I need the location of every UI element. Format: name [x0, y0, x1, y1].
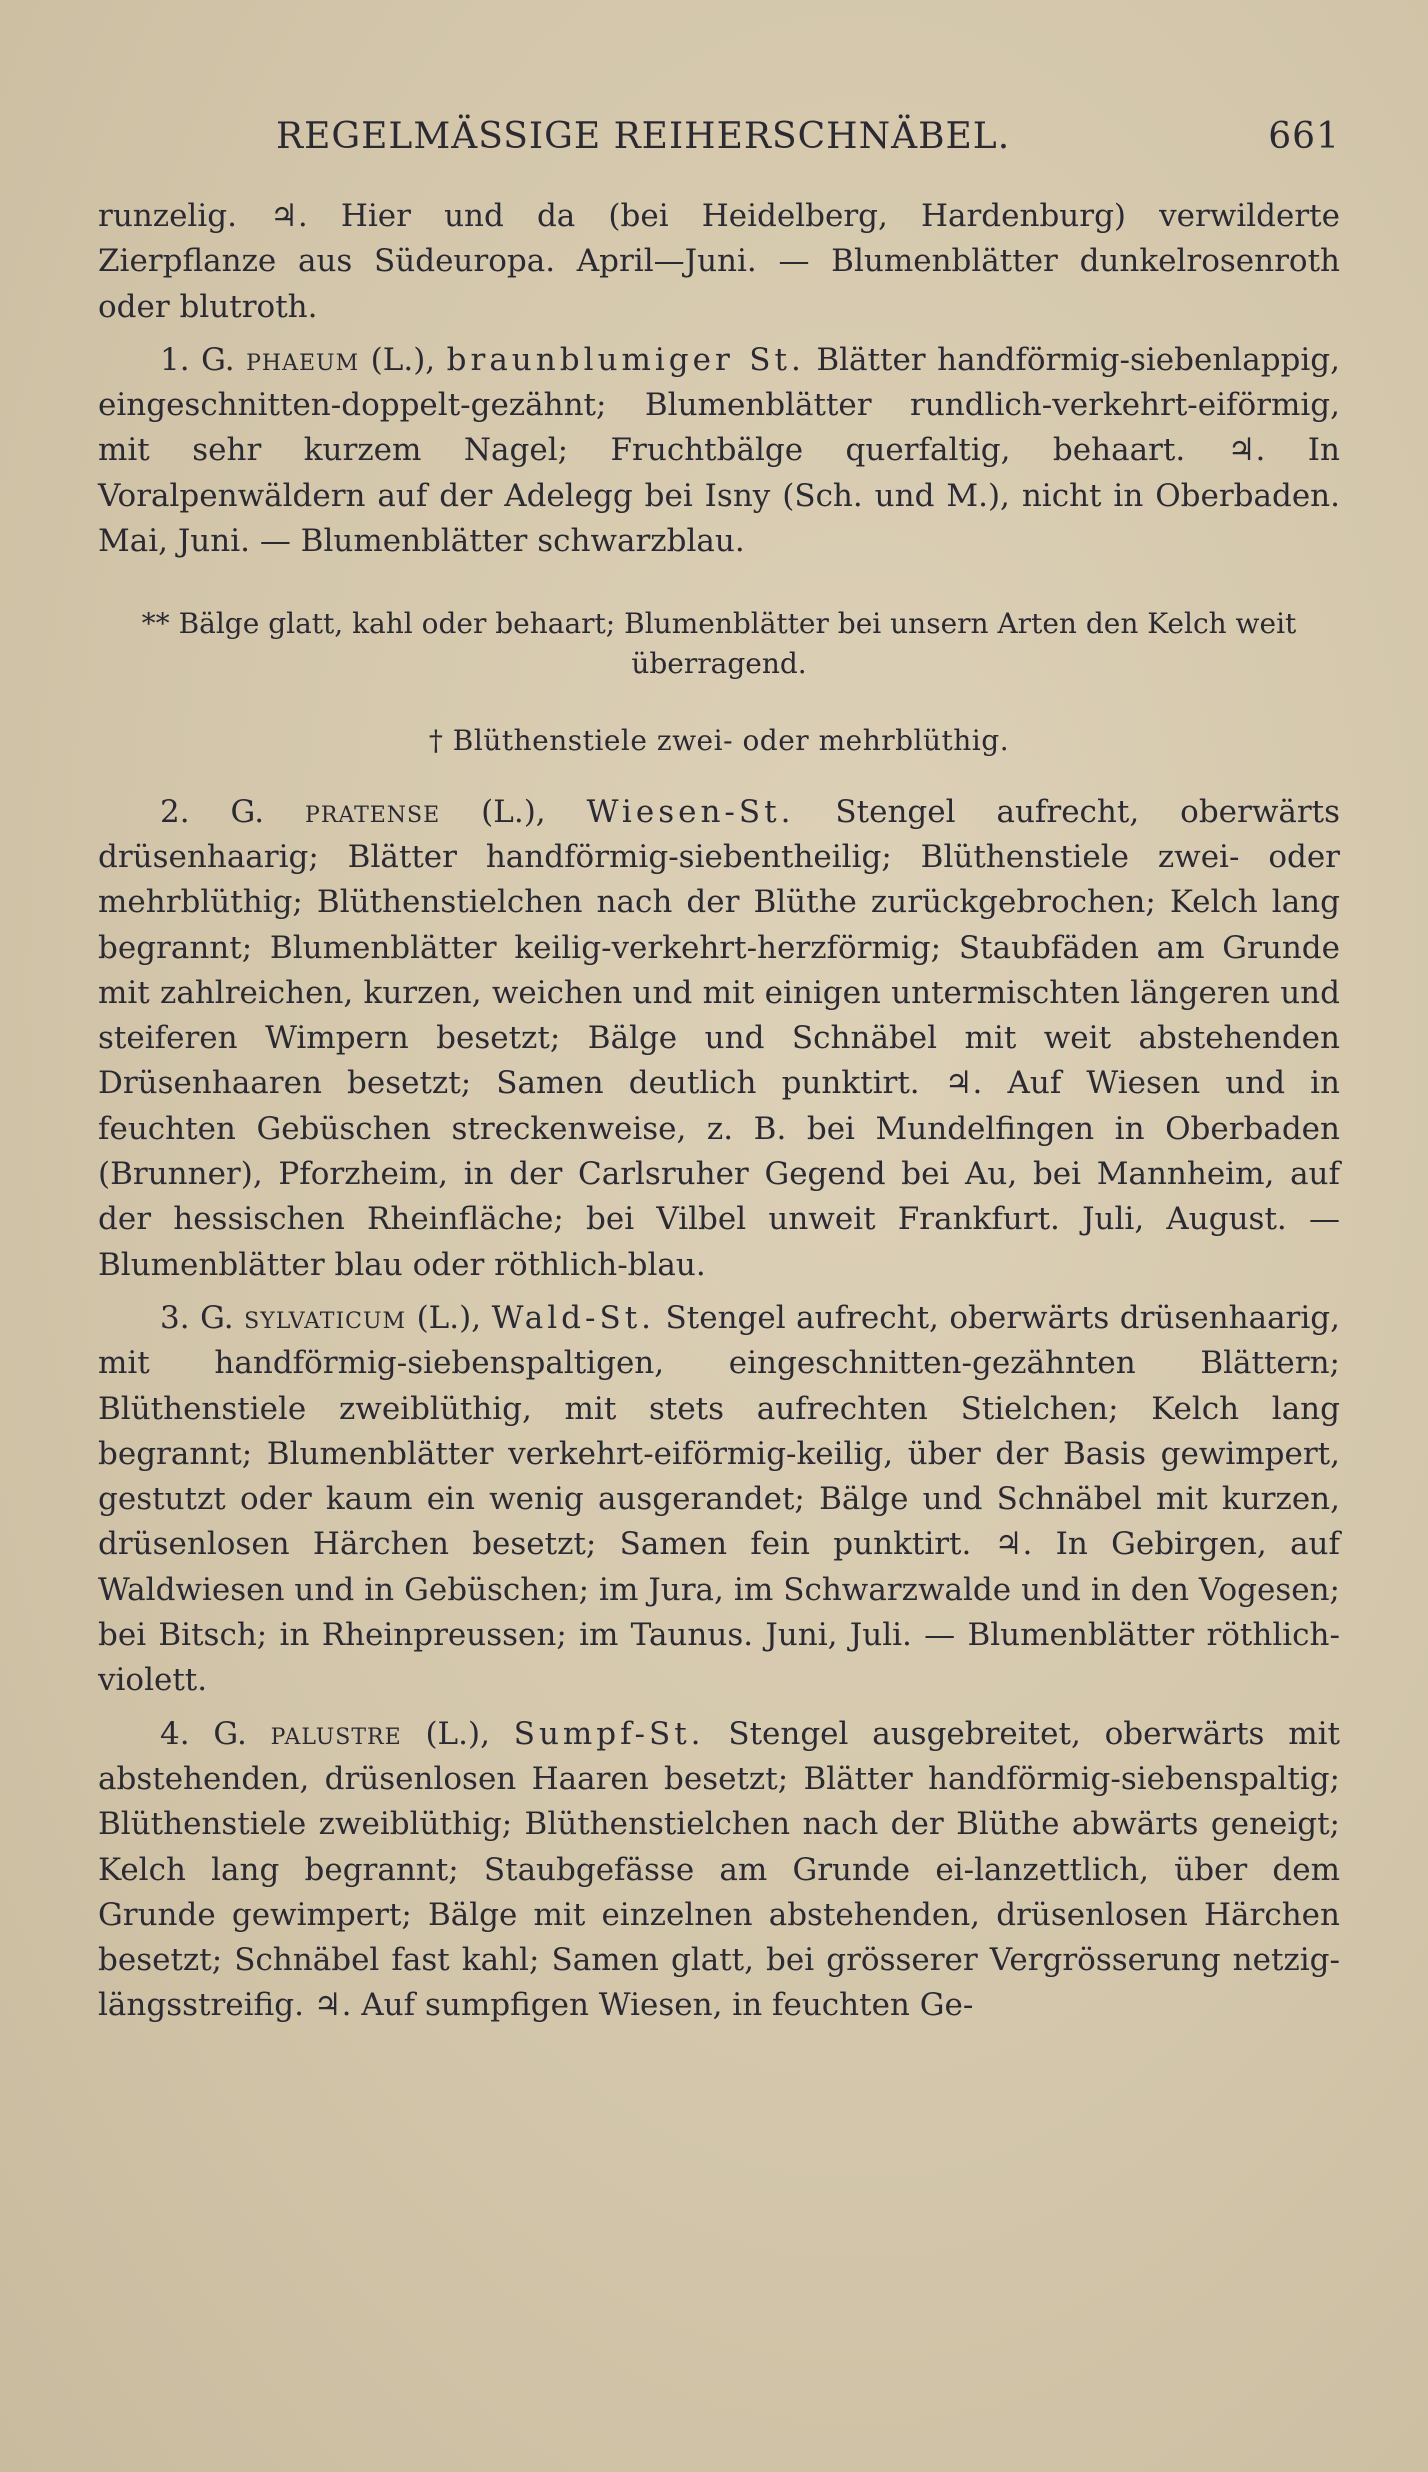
section-note: ** Bälge glatt, kahl oder behaart; Blumenblätter bei unsern Arten den Kelch weit überragend.	[141, 607, 1297, 681]
entry-number: 2. G.	[160, 793, 265, 830]
species-name: sylvaticum	[244, 1299, 407, 1336]
entry-number: 1. G.	[160, 341, 235, 378]
page-number: 661	[1268, 116, 1340, 157]
species-author: (L.),	[416, 1299, 482, 1336]
entry-number: 3. G.	[160, 1299, 234, 1336]
species-author: (L.),	[425, 1715, 490, 1752]
entry-number: 4. G.	[160, 1715, 247, 1752]
species-entry-sylvaticum	[98, 1296, 1340, 1704]
species-author: (L.),	[370, 341, 436, 378]
common-name: Wiesen-St.	[586, 793, 795, 830]
book-page	[98, 108, 1340, 2029]
species-description: Blätter handförmig-siebenlappig, eingeschnitten-doppelt-gezähnt; Blumenblätter rundlich-verkehrt-eiförmig, mit sehr kurzem Nagel; Fruchtbälge querfaltig, behaart. ♃. In Voralpenwäldern auf der Adelegg bei Isny (Sch. und M.), nicht in Oberbaden. Mai, Juni. — Blumenblätter schwarzblau.	[98, 341, 1340, 560]
species-author: (L.),	[481, 793, 546, 830]
running-title: REGELMÄSSIGE REIHERSCHNÄBEL.	[276, 116, 1011, 157]
running-header	[98, 108, 1340, 164]
species-name: pratense	[305, 793, 441, 830]
species-description: Stengel aufrecht, oberwärts drüsenhaarig; Blätter handförmig-siebentheilig; Blüthenstiele zwei- oder mehrblüthig; Blüthenstielchen nach der Blüthe zurückgebrochen; Kelch lang begrannt; Blumenblätter keilig-verkehrt-herzförmig; Staubfäden am Grunde mit zahlreichen, kurzen, weichen und mit einigen untermischten längeren und steiferen Wimpern besetzt; Bälge und Schnäbel mit weit abstehenden Drüsenhaaren besetzt; Samen deutlich punktirt. ♃. Auf Wiesen und in feuchten Gebüschen streckenweise, z. B. bei Mundelfingen in Oberbaden (Brunner), Pforzheim, in der Carlsruher Gegend bei Au, bei Mannheim, auf der hessischen Rheinfläche; bei Vilbel unweit Frankfurt. Juli, August. — Blumenblätter blau oder röthlich-blau.	[98, 793, 1341, 1283]
species-entry-palustre	[98, 1712, 1340, 2029]
species-name: phaeum	[246, 341, 360, 378]
species-description: Stengel ausgebreitet, oberwärts mit abstehenden, drüsenlosen Haaren besetzt; Blätter handförmig-siebenspaltig; Blüthenstiele zweiblüthig; Blüthenstielchen nach der Blüthe abwärts geneigt; Kelch lang begrannt; Staubgefässe am Grunde ei-lanzettlich, über dem Grunde gewimpert; Bälge mit einzelnen abstehenden, drüsenlosen Härchen besetzt; Schnäbel fast kahl; Samen glatt, bei grösserer Vergrösserung netzig-längsstreifig. ♃. Auf sumpfigen Wiesen, in feuchten Ge-	[98, 1715, 1340, 2024]
species-entry-phaeum	[98, 338, 1340, 564]
species-name: palustre	[270, 1715, 402, 1752]
species-entry-pratense	[98, 790, 1340, 1288]
common-name: Wald-St.	[491, 1299, 656, 1336]
subsection-heading: † Blüthenstiele zwei- oder mehrblüthig.	[428, 724, 1010, 758]
common-name: braunblumiger St.	[446, 341, 805, 378]
species-description: Stengel aufrecht, oberwärts drüsenhaarig, mit handförmig-siebenspaltigen, eingeschnitten-gezähnten Blättern; Blüthenstiele zweiblüthig, mit stets aufrechten Stielchen; Kelch lang begrannt; Blumenblätter verkehrt-eiförmig-keilig, über der Basis gewimpert, gestutzt oder kaum ein wenig ausgerandet; Bälge und Schnäbel mit kurzen, drüsenlosen Härchen besetzt; Samen fein punktirt. ♃. In Gebirgen, auf Waldwiesen und in Gebüschen; im Jura, im Schwarzwalde und in den Vogesen; bei Bitsch; in Rheinpreussen; im Taunus. Juni, Juli. — Blumenblätter röthlich-violett.	[98, 1299, 1340, 1699]
common-name: Sumpf-St.	[513, 1715, 705, 1752]
page-body	[98, 194, 1340, 2029]
paragraph-continuation: runzelig. ♃. Hier und da (bei Heidelberg, Hardenburg) verwilderte Zierpflanze aus Südeuropa. April—Juni. — Blumenblätter dunkelrosenroth oder blutroth.	[98, 198, 1340, 325]
